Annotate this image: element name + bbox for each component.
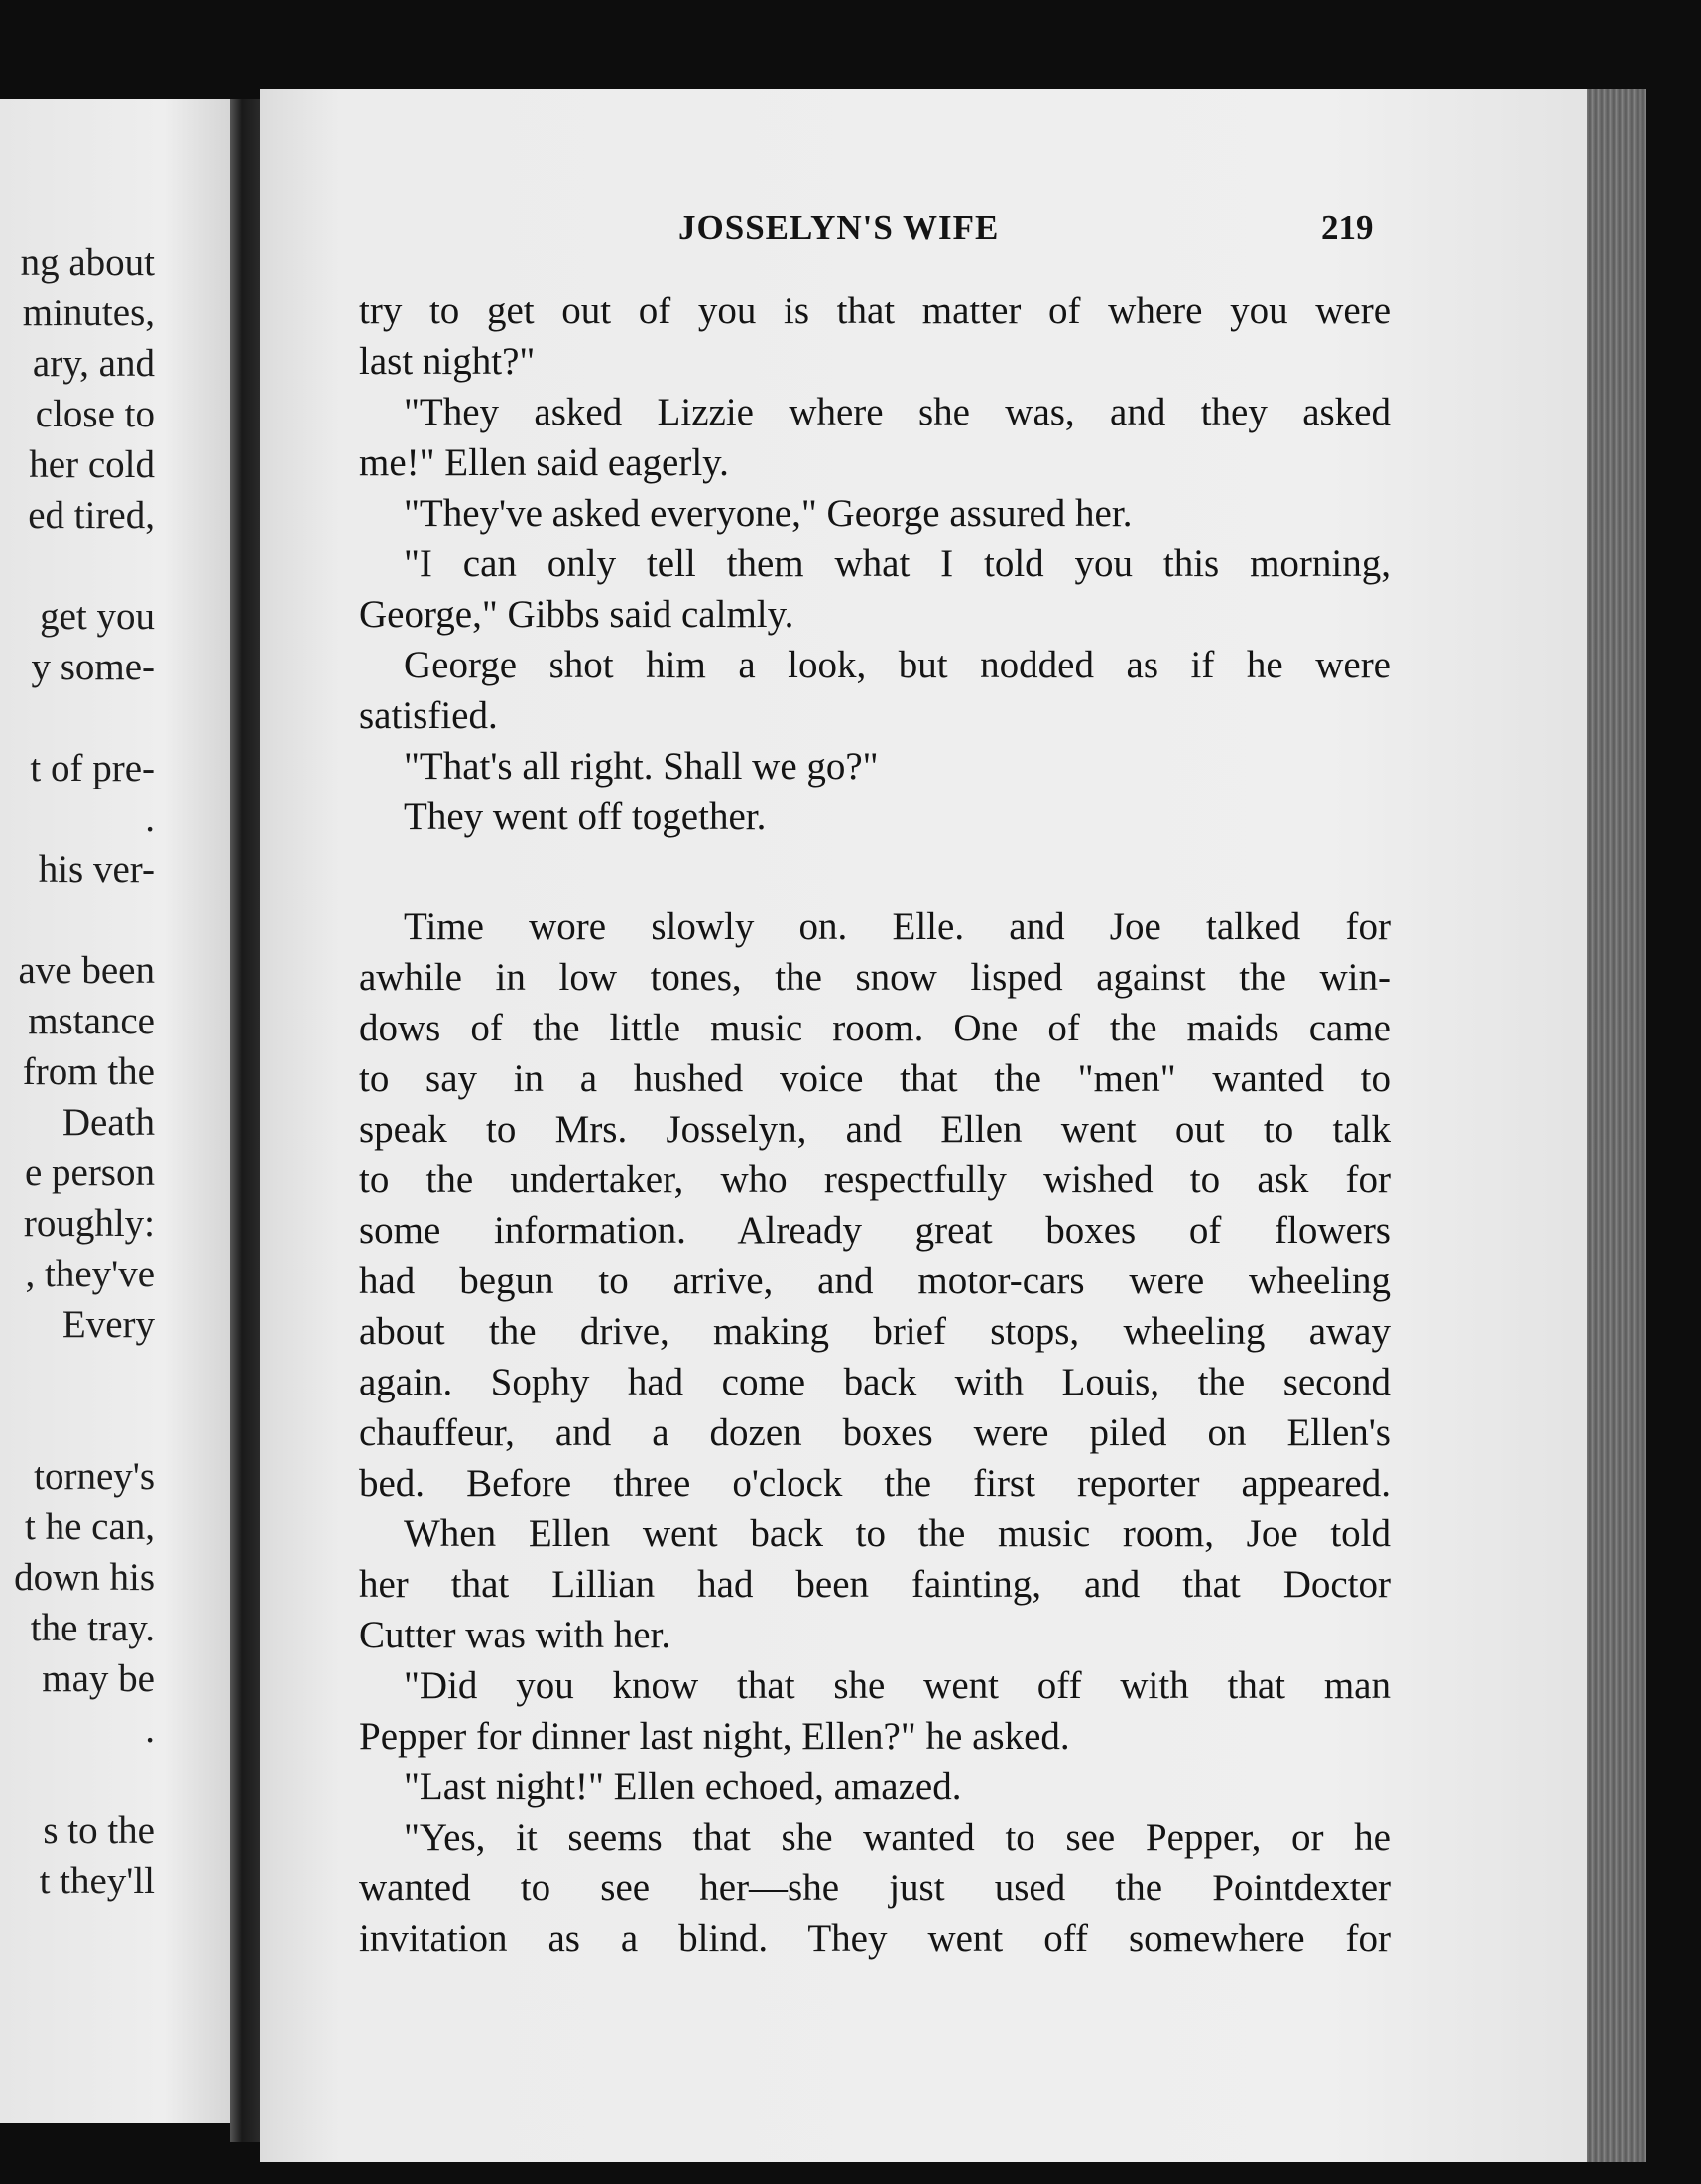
left-page-line: ave been <box>18 949 155 992</box>
text-line: Pepper for dinner last night, Ellen?" he asked. <box>359 1715 1070 1758</box>
left-page-line: y some- <box>31 646 155 688</box>
left-page-line: mstance <box>28 1000 155 1042</box>
left-page-line: s to the <box>43 1809 155 1852</box>
text-line: When Ellen went back to the music room, Joe told <box>404 1513 1391 1555</box>
running-title: JOSSELYN'S WIFE <box>678 208 1000 247</box>
text-line: "Did you know that she went off with that man <box>404 1664 1391 1707</box>
text-line: dows of the little music room. One of the maids came <box>359 1007 1391 1049</box>
left-page-line: Every <box>61 1303 155 1346</box>
text-line: some information. Already great boxes of flowers <box>359 1209 1391 1252</box>
left-page-line: ng about <box>20 241 155 284</box>
left-page-line: down his <box>14 1556 155 1599</box>
body-text <box>359 286 1391 1964</box>
left-page-line: get you <box>40 595 155 638</box>
left-page-line: torney's <box>34 1455 155 1498</box>
left-page-line: her cold <box>29 443 155 486</box>
book-gutter <box>230 99 260 2142</box>
text-line: her that Lillian had been fainting, and that Doctor <box>359 1563 1391 1606</box>
left-page-line: t they'll <box>39 1860 155 1902</box>
left-page-line: t of pre- <box>30 747 155 789</box>
text-line: awhile in low tones, the snow lisped against the win- <box>359 956 1391 999</box>
text-line: try to get out of you is that matter of where you were <box>359 290 1391 332</box>
text-line: "That's all right. Shall we go?" <box>404 745 879 788</box>
text-line: Cutter was with her. <box>359 1614 671 1656</box>
page-number: 219 <box>1321 208 1374 247</box>
left-page-line: minutes, <box>22 292 155 334</box>
page-edge <box>1587 89 1646 2162</box>
text-line: me!" Ellen said eagerly. <box>359 441 729 484</box>
text-line: invitation as a blind. They went off somewhere for <box>359 1917 1391 1960</box>
text-line: Time wore slowly on. Elle. and Joe talked for <box>404 906 1391 948</box>
left-page-line: ary, and <box>32 342 155 385</box>
text-line: "They've asked everyone," George assured her. <box>404 492 1133 535</box>
left-page-line: , they've <box>25 1253 155 1295</box>
text-line: to say in a hushed voice that the "men" wanted to <box>359 1057 1391 1100</box>
left-page-line: . <box>145 797 155 840</box>
page-header <box>0 208 1701 268</box>
text-line: They went off together. <box>404 795 767 838</box>
text-line: speak to Mrs. Josselyn, and Ellen went out to talk <box>359 1108 1391 1151</box>
text-line: last night?" <box>359 340 536 383</box>
text-line: "Yes, it seems that she wanted to see Pepper, or he <box>404 1816 1391 1859</box>
text-line: George," Gibbs said calmly. <box>359 593 794 636</box>
left-page-line: his ver- <box>38 848 155 891</box>
left-page-line: may be <box>42 1657 155 1700</box>
text-line: George shot him a look, but nodded as if he were <box>404 644 1391 686</box>
text-line: about the drive, making brief stops, wheeling away <box>359 1310 1391 1353</box>
text-line: chauffeur, and a dozen boxes were piled on Ellen's <box>359 1411 1391 1454</box>
left-page-line: close to <box>35 393 155 435</box>
left-page <box>0 99 234 2123</box>
text-line: bed. Before three o'clock the first reporter appeared. <box>359 1462 1391 1505</box>
text-line: "I can only tell them what I told you this morning, <box>404 543 1391 585</box>
text-line: wanted to see her—she just used the Pointdexter <box>359 1867 1391 1909</box>
left-page-line: t he can, <box>24 1506 155 1548</box>
left-page-line: e person <box>24 1152 155 1194</box>
text-line: satisfied. <box>359 694 498 737</box>
left-page-line: from the <box>22 1050 155 1093</box>
left-page-line: Death <box>61 1101 155 1144</box>
text-line: "Last night!" Ellen echoed, amazed. <box>404 1765 962 1808</box>
text-line: again. Sophy had come back with Louis, the second <box>359 1361 1391 1403</box>
section-break <box>359 842 1391 902</box>
left-page-line: roughly: <box>23 1202 155 1245</box>
text-line: to the undertaker, who respectfully wished to ask for <box>359 1158 1391 1201</box>
left-page-line: ed tired, <box>28 494 155 537</box>
left-page-line: . <box>145 1708 155 1751</box>
left-page-line: the tray. <box>30 1607 155 1649</box>
text-line: "They asked Lizzie where she was, and they asked <box>404 391 1391 433</box>
text-line: had begun to arrive, and motor-cars were wheeling <box>359 1260 1391 1302</box>
